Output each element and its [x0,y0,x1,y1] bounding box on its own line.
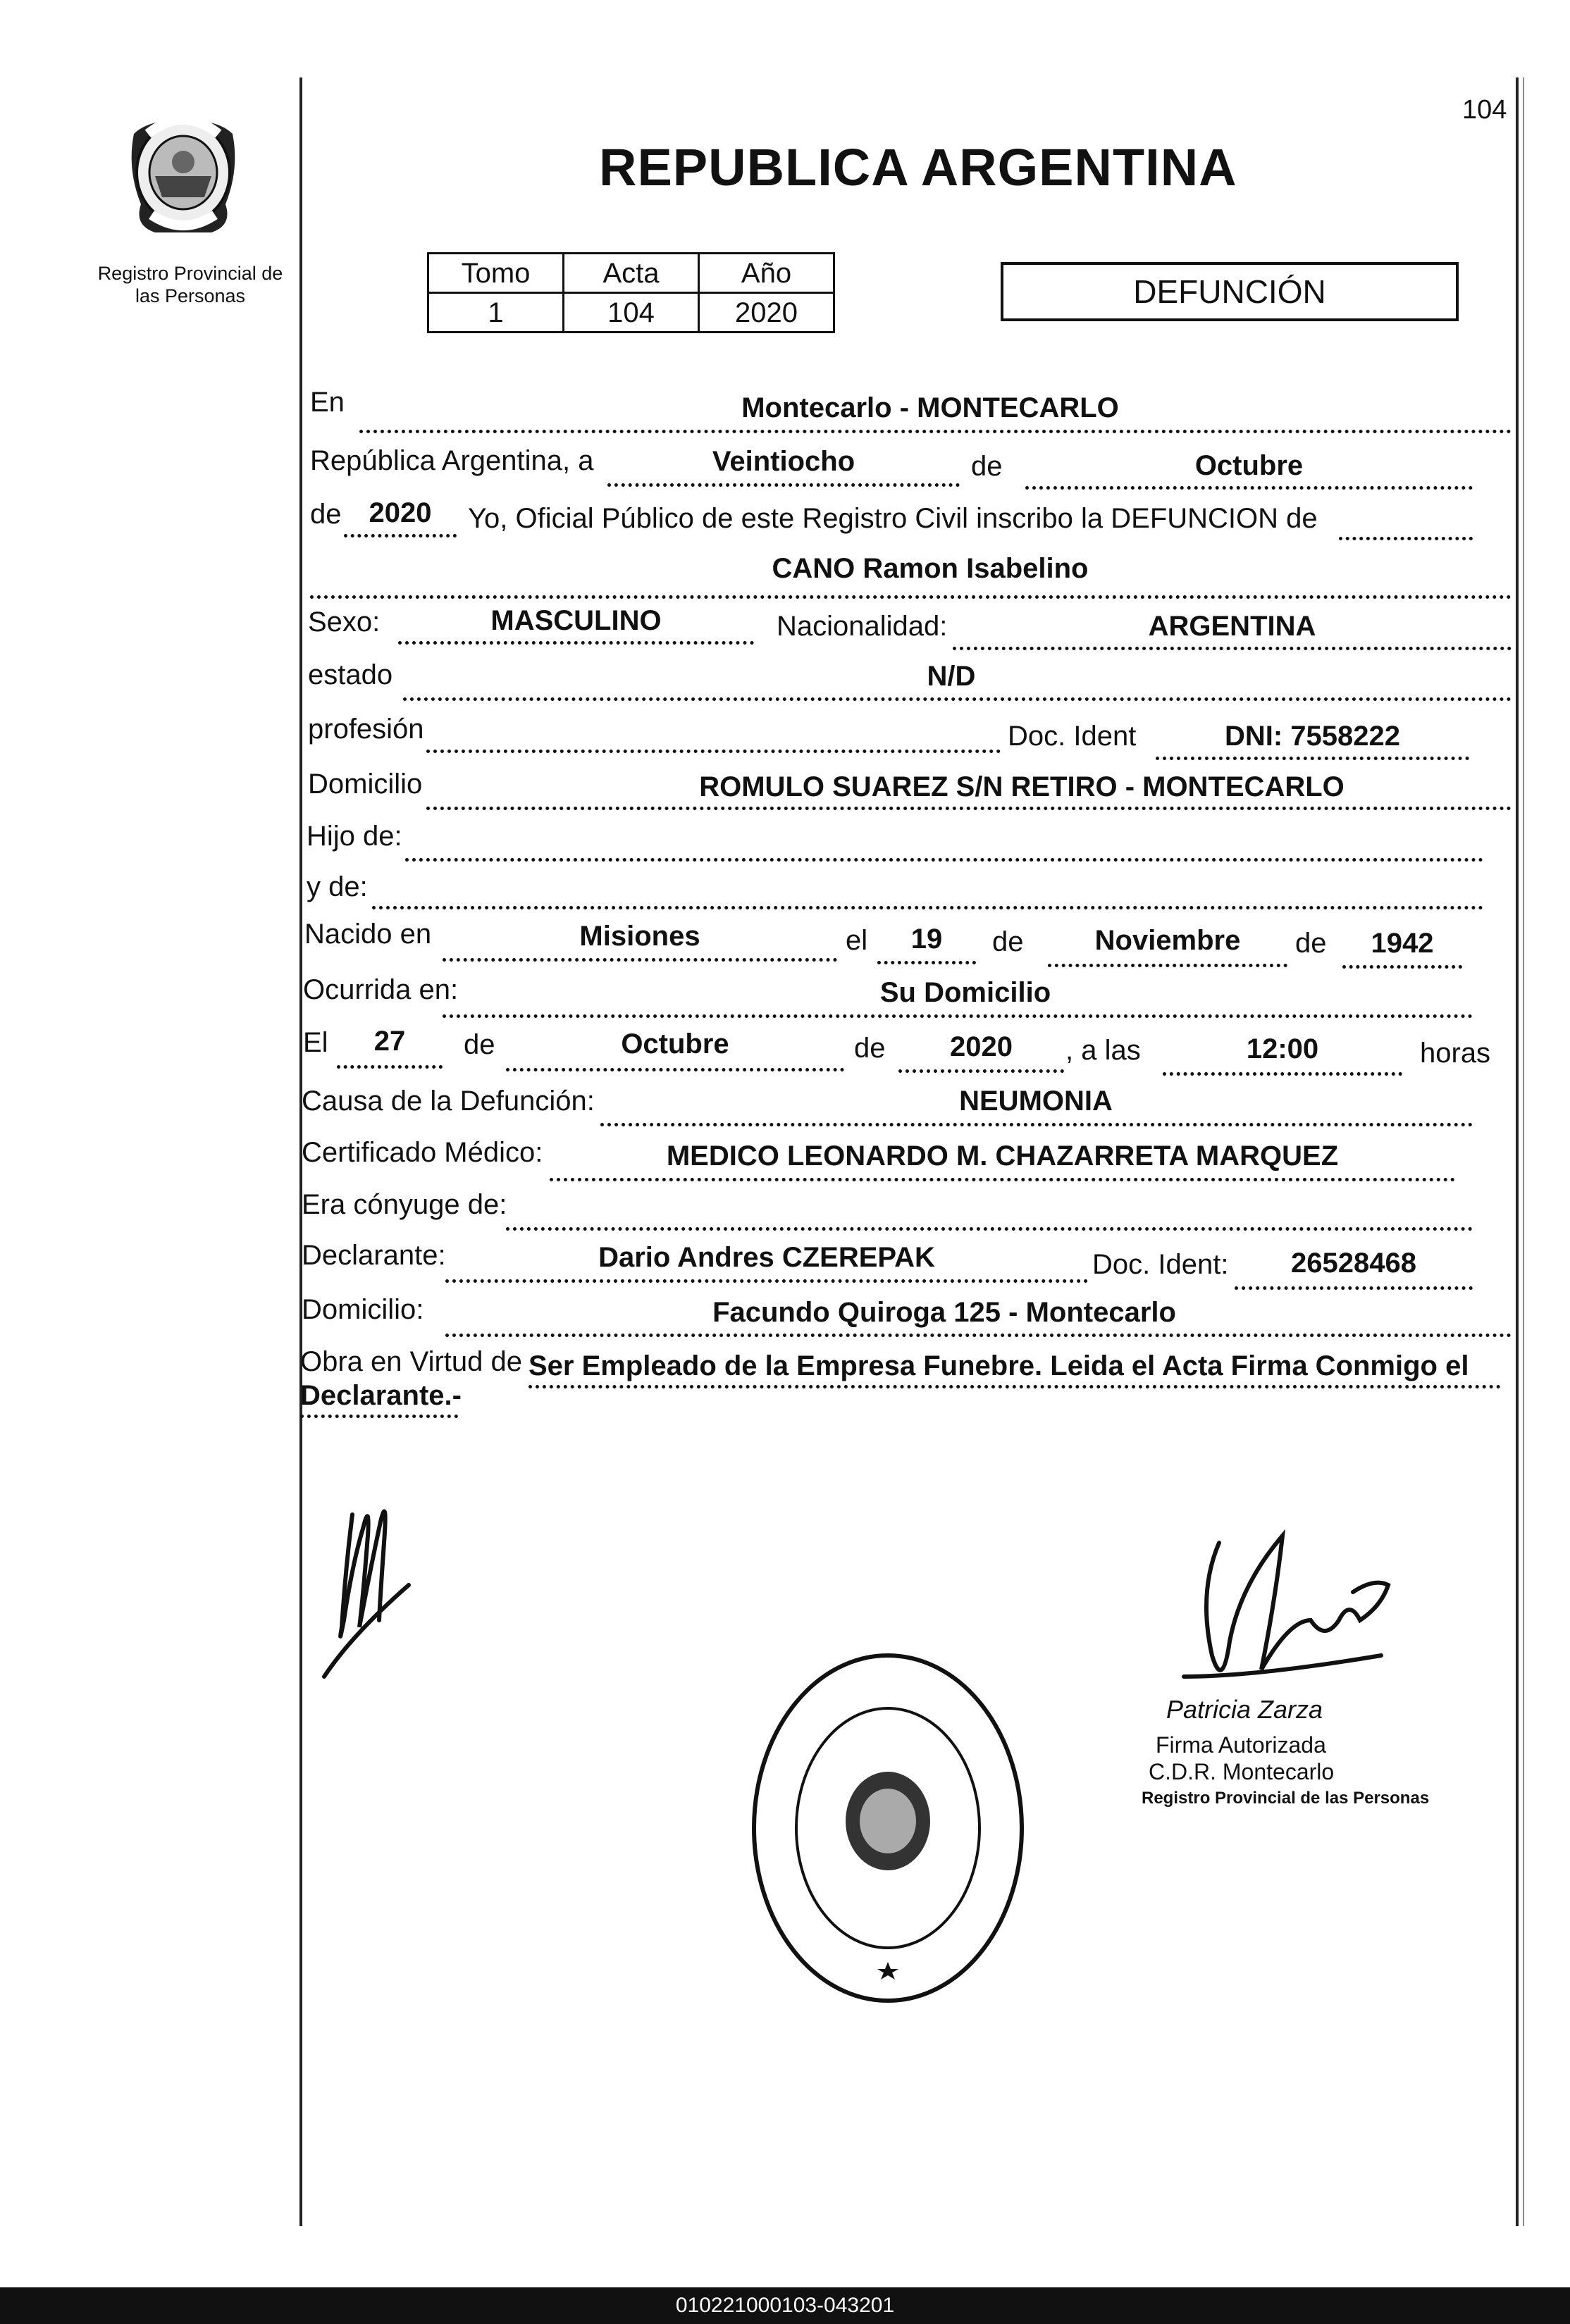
causa-label: Causa de la Defunción: [302,1086,595,1117]
registry-label [78,262,303,307]
decl-domicilio-dotted-line [445,1334,1512,1337]
de-label: de [1295,928,1327,959]
right-margin-line [1516,77,1519,2226]
decl-domicilio-label: Domicilio: [302,1294,424,1325]
nac-mes-value: Noviembre [1094,925,1241,956]
decl-doc-value: 26528468 [1291,1248,1416,1279]
doc-ident-value: DNI: 7558222 [1224,721,1401,752]
causa-dotted-line [600,1123,1473,1126]
decl-domicilio-value: Facundo Quiroga 125 - Montecarlo [712,1297,1176,1328]
en-value: Montecarlo - MONTECARLO [741,392,1119,423]
def-mes-dotted-line [506,1068,844,1071]
page-title: REPUBLICA ARGENTINA [599,138,1237,197]
conyuge-label: Era cónyuge de: [302,1189,507,1220]
el-label: el [846,925,868,956]
registry-label-line1: Registro Provincial de [97,263,283,284]
alas-label: , a las [1065,1035,1141,1066]
def-mes-value: Octubre [621,1029,729,1060]
registry-label-line2: las Personas [135,285,246,306]
obra-dotted-line-1 [529,1385,1501,1388]
record-table-header: Acta [564,254,699,293]
horas-label: horas [1420,1038,1491,1069]
nacido-dotted-line [443,958,837,962]
declarante-value: Dario Andres CZEREPAK [598,1242,935,1273]
document-type-box: DEFUNCIÓN [1001,262,1459,321]
doc-ident-label: Doc. Ident [1008,721,1137,752]
causa-value: NEUMONIA [959,1086,1113,1117]
province-logo [113,92,254,247]
record-table-value-row [428,293,834,333]
inscribo-dotted-line [1339,537,1473,540]
nombre-dotted-line [310,595,1512,599]
de-label: de [310,499,342,530]
def-anio-dotted-line [898,1069,1064,1073]
domicilio-value: ROMULO SUAREZ S/N RETIRO - MONTECARLO [699,771,1345,802]
dia-value: Veintiocho [712,446,855,477]
nacionalidad-dotted-line [953,647,1512,650]
estado-dotted-line [403,697,1512,701]
yde-label: y de: [307,871,368,902]
def-hora-value: 12:00 [1246,1033,1319,1064]
profesion-label: profesión [308,714,424,745]
mes-value: Octubre [1194,450,1304,481]
record-table-cell: 1 [428,293,564,333]
sexo-dotted-line [398,641,754,645]
record-table [427,252,835,333]
de-label: de [854,1033,886,1064]
de-label: de [992,926,1024,957]
declarante-dotted-line [445,1279,1088,1283]
record-table-cell: 2020 [699,293,834,333]
sexo-label: Sexo: [308,607,381,638]
ocurrida-dotted-line [443,1014,1473,1018]
obra-label: Obra en Virtud de [300,1346,523,1377]
nacido-label: Nacido en [304,919,432,950]
mes-dotted-line [1025,486,1473,490]
de-label: de [464,1029,495,1060]
yde-dotted-line [372,906,1483,909]
def-dia-dotted-line [337,1065,443,1069]
en-label: En [310,387,345,418]
official-line1: Firma Autorizada [1156,1732,1326,1758]
official-line2: C.D.R. Montecarlo [1149,1759,1335,1784]
conyuge-dotted-line [506,1227,1473,1231]
registry-stamp [747,1648,1029,2008]
certificado-label: Certificado Médico: [302,1137,543,1168]
nacido-value: Misiones [579,921,700,952]
record-table-cell: 104 [564,293,699,333]
hijo-label: Hijo de: [307,821,402,852]
certificado-dotted-line [550,1178,1455,1181]
nac-mes-dotted-line [1048,964,1287,967]
record-table-header-row [428,254,834,293]
ocurrida-label: Ocurrida en: [303,974,459,1005]
def-hora-dotted-line [1163,1072,1402,1076]
anio-dotted-line [344,534,457,537]
domicilio-dotted-line [426,807,1512,810]
nac-dia-value: 19 [910,924,943,955]
doc-ident-dotted-line [1156,757,1469,760]
certificado-value: MEDICO LEONARDO M. CHAZARRETA MARQUEZ [666,1141,1339,1172]
decl-doc-label: Doc. Ident: [1092,1249,1229,1280]
dia-dotted-line [607,483,960,487]
en-dotted-line [359,430,1512,433]
obra-dotted-line-2 [300,1415,458,1418]
footer-code: 010221000103-043201 [0,2287,1570,2324]
official-signature [1170,1515,1402,1698]
nacionalidad-value: ARGENTINA [1148,611,1316,642]
page-number: 104 [1462,95,1507,125]
sexo-value: MASCULINO [490,605,662,636]
declarant-signature [310,1486,423,1691]
hijo-dotted-line [405,858,1483,862]
right-margin-line-secondary [1523,77,1524,2226]
inscribo-text: Yo, Oficial Público de este Registro Civil inscribo la DEFUNCION de [468,503,1318,534]
republica-label: República Argentina, a [310,445,594,476]
decl-doc-dotted-line [1235,1286,1473,1290]
obra-value-line1: Ser Empleado de la Empresa Funebre. Leida el Acta Firma Conmigo el [529,1350,1469,1381]
official-name: Patricia Zarza [1166,1695,1323,1724]
nac-dia-dotted-line [877,961,976,964]
profesion-dotted-line [426,750,1001,753]
nacionalidad-label: Nacionalidad: [777,611,948,642]
official-line3: Registro Provincial de las Personas [1142,1789,1430,1808]
def-anio-value: 2020 [950,1031,1013,1062]
estado-value: N/D [927,661,976,692]
anio-value: 2020 [369,497,432,528]
ocurrida-value: Su Domicilio [879,977,1051,1008]
obra-value-line2: Declarante.- [300,1380,462,1411]
nac-anio-value: 1942 [1371,928,1434,959]
deceased-name: CANO Ramon Isabelino [772,553,1089,584]
de-label: de [971,451,1003,482]
declarante-label: Declarante: [302,1240,446,1271]
record-table-header: Año [699,254,834,293]
record-table-header: Tomo [428,254,564,293]
nac-anio-dotted-line [1342,965,1462,969]
estado-label: estado [308,659,393,690]
el-label: El [303,1027,328,1058]
domicilio-label: Domicilio [308,769,423,800]
def-dia-value: 27 [373,1026,406,1057]
